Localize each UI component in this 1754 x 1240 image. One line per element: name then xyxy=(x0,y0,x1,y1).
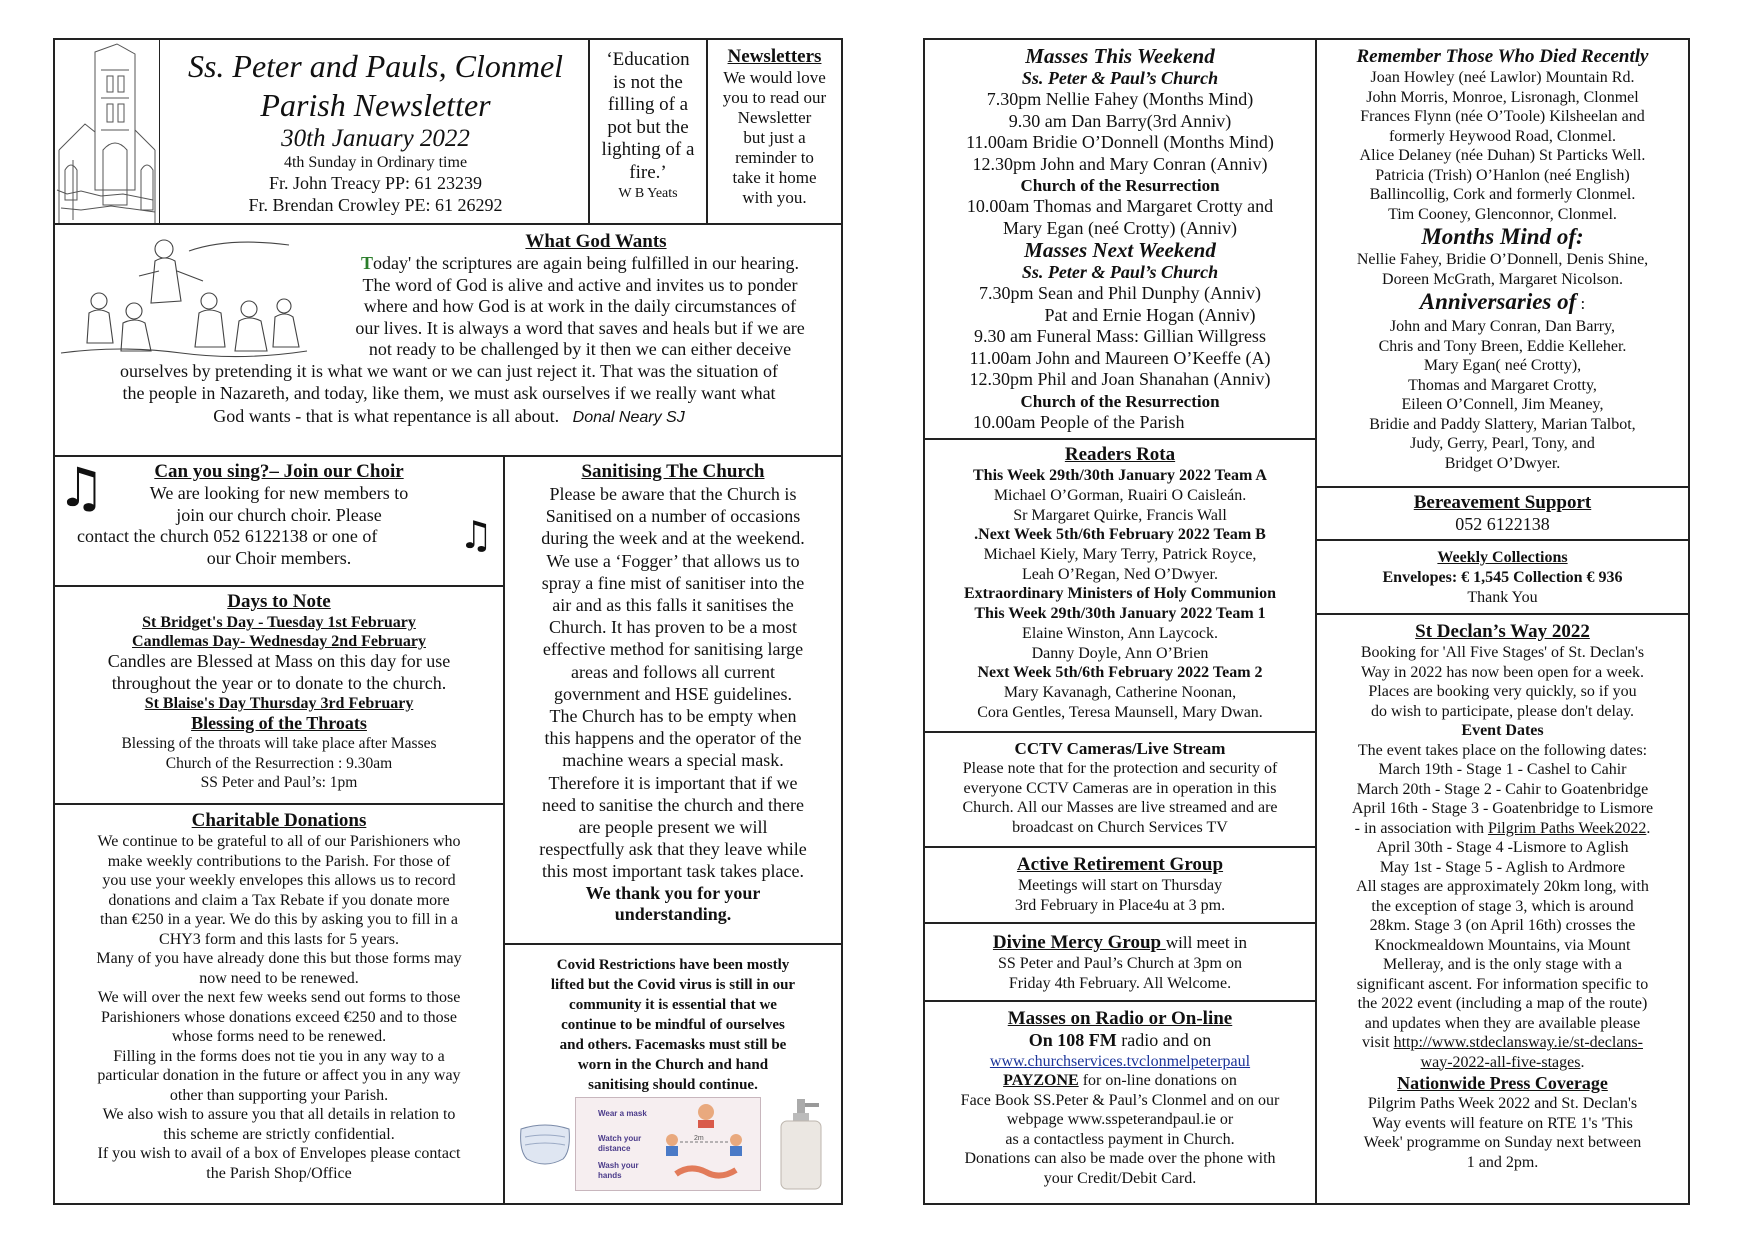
text-line: CHY3 form and this lasts for 5 years. xyxy=(159,930,399,948)
text-line: the Parish Shop/Office xyxy=(206,1164,352,1182)
divine-mercy-box xyxy=(923,922,1317,1002)
text-line: Joan Howley (neé Lawlor) Mountain Rd. xyxy=(1370,69,1635,86)
text-line: join our church choir. Please xyxy=(176,504,382,525)
poster-distance-value: 2m xyxy=(694,1135,704,1142)
mass-line: 7.30pm Nellie Fahey (Months Mind) xyxy=(986,89,1254,109)
text-line: Way events will feature on RTE 1's 'This xyxy=(1372,1114,1633,1132)
text-line: 28km. Stage 3 (on April 16th) crosses the xyxy=(1369,917,1636,934)
church-heading: Ss. Peter & Paul’s Church xyxy=(1021,68,1219,88)
text-line: will meet in xyxy=(1165,933,1248,952)
text-line: 3rd February in Place4u at 3 pm. xyxy=(1014,896,1226,914)
text-line: : xyxy=(1576,294,1586,313)
newsletter-date: 30th January 2022 xyxy=(281,125,470,152)
text-line: We would love xyxy=(723,68,826,87)
readers-rota xyxy=(923,438,1317,733)
text-line: Doreen McGrath, Margaret Nicolson. xyxy=(1382,270,1623,288)
text-line: for on-line donations on xyxy=(1078,1072,1237,1089)
quote-line: lighting of a xyxy=(601,139,695,160)
church-heading: Ss. Peter & Paul’s Church xyxy=(1021,262,1219,282)
mass-line: 9.30 am Funeral Mass: Gillian Willgress xyxy=(974,326,1266,346)
church-illustration xyxy=(55,40,159,225)
mass-line: 7.30pm Sean and Phil Dunphy (Anniv) xyxy=(979,283,1261,303)
text-line: We are looking for new members to xyxy=(149,483,409,503)
text-line: John and Mary Conran, Dan Barry, xyxy=(1389,318,1616,335)
text-line: government and HSE guidelines. xyxy=(554,683,792,704)
text-line: effective method for sanitising large xyxy=(542,639,804,660)
collections-heading: Weekly Collections xyxy=(1437,549,1568,566)
radio-box xyxy=(923,1000,1317,1205)
feast-day: Candlemas Day- Wednesday 2nd February xyxy=(132,633,426,650)
text-line: respectfully ask that they leave while xyxy=(539,839,807,860)
thanks-line: understanding. xyxy=(614,903,732,924)
newsletter-title: Parish Newsletter xyxy=(260,87,491,123)
bereavement-box xyxy=(1315,486,1690,541)
text-line: our lives. It is always a word that saves and heals but if we are xyxy=(355,317,805,338)
music-note-icon: ♫ xyxy=(459,513,494,557)
text-line: Booking for 'All Five Stages' of St. Declan's xyxy=(1360,644,1645,661)
poster-wash-hands: Wash your hands xyxy=(598,1161,639,1180)
text-line: our Choir members. xyxy=(206,547,352,568)
mass-line: 11.00am Bridie O’Donnell (Months Mind) xyxy=(966,132,1274,152)
text-line: donations and claim a Tax Rebate if you donate more xyxy=(108,891,450,909)
masses-next-weekend-heading: Masses Next Weekend xyxy=(1024,238,1216,262)
text-line: this scheme are strictly confidential. xyxy=(163,1125,395,1143)
text-line: throughout the year or to donate to the church. xyxy=(111,672,447,693)
feast-subheading: Blessing of the Throats xyxy=(191,713,367,733)
readers-heading: Readers Rota xyxy=(1064,444,1176,465)
cctv-heading: CCTV Cameras/Live Stream xyxy=(1014,739,1226,758)
text-line: other than supporting your Parish. xyxy=(169,1086,389,1104)
poster-watch-distance: Watch your distance xyxy=(598,1134,642,1153)
text-line: Newsletter xyxy=(737,108,812,127)
text-line: Bridget O’Dwyer. xyxy=(1444,454,1561,472)
jesus-teaching-illustration xyxy=(59,231,309,361)
text-line: Ballincollig, Cork and formerly Clonmel. xyxy=(1369,186,1636,203)
radio-heading: Masses on Radio or On-line xyxy=(1007,1008,1233,1029)
text-line: Melleray, and is the only stage with a xyxy=(1383,956,1622,973)
mass-line: 11.00am John and Maureen O’Keeffe (A) xyxy=(969,347,1271,368)
dropcap: T xyxy=(360,253,373,273)
text-line: Friday 4th February. All Welcome. xyxy=(1008,974,1232,992)
text-line: The event takes place on the following dates: xyxy=(1357,741,1648,759)
pilgrim-paths-link[interactable]: Pilgrim Paths Week2022 xyxy=(1487,819,1647,837)
church-services-link[interactable]: www.churchservices.tvclonmelpeterpaul xyxy=(989,1052,1251,1070)
text-line: continue to be mindful of ourselves xyxy=(561,1017,785,1033)
covid-box xyxy=(503,943,843,1205)
text-line: machine wears a special mask. xyxy=(562,750,784,771)
newsletters-heading: Newsletters xyxy=(727,46,822,67)
text-line: Chris and Tony Breen, Eddie Kelleher. xyxy=(1378,337,1627,355)
text-line: webpage www.sspeterandpaul.ie or xyxy=(1006,1111,1234,1128)
mass-line: Pat and Ernie Hogan (Anniv) xyxy=(1044,304,1256,325)
text-line: broadcast on Church Services TV xyxy=(1012,818,1228,836)
text-line: Face Book SS.Peter & Paul’s Clonmel and on our xyxy=(960,1091,1280,1109)
text-line: We use a ‘Fogger’ that allows us to xyxy=(546,550,800,571)
text-line: the 2022 event (including a map of the route) xyxy=(1357,995,1648,1012)
text-line: as a contactless payment in Church. xyxy=(1005,1130,1235,1148)
priest-pe: Fr. Brendan Crowley PE: 61 26292 xyxy=(248,195,503,215)
text-line: SS Peter and Paul’s Church at 3pm on xyxy=(998,955,1242,972)
text-line: - in association with xyxy=(1354,819,1488,837)
bereave-phone: 052 6122138 xyxy=(1455,514,1550,534)
text-line: Please be aware that the Church is xyxy=(549,484,797,504)
text-line: make weekly contributions to the Parish. For those of xyxy=(107,852,451,870)
text-line: sanitising should continue. xyxy=(588,1077,758,1093)
text-line: Church. It has proven to be a most xyxy=(549,617,797,638)
rota-line: Elaine Winston, Ann Laycock. xyxy=(1022,625,1218,642)
mass-line: 10.00am People of the Parish xyxy=(973,411,1185,432)
remember-heading: Remember Those Who Died Recently xyxy=(1356,46,1649,67)
god-author: Donal Neary SJ xyxy=(572,409,685,426)
text-line: March 20th - Stage 2 - Cahir to Goatenbridge xyxy=(1356,780,1649,798)
text-line: Donations can also be made over the phone with xyxy=(964,1150,1276,1167)
payzone-label: PAYZONE xyxy=(1003,1072,1079,1089)
text-line: but just a xyxy=(743,128,806,147)
church-heading: Church of the Resurrection xyxy=(1020,176,1220,195)
text-line: your Credit/Debit Card. xyxy=(1043,1169,1197,1187)
choir-heading: Can you sing?– Join our Choir xyxy=(154,461,404,482)
text-line: April 30th - Stage 4 -Lismore to Aglish xyxy=(1376,839,1629,856)
st-declans-link-cont[interactable]: way-2022-all-five-stages xyxy=(1420,1053,1581,1071)
text-line: this happens and the operator of the xyxy=(544,728,802,749)
collections-box xyxy=(1315,539,1690,615)
mercy-heading: Divine Mercy Group xyxy=(992,932,1166,953)
text-line: now need to be renewed. xyxy=(199,969,359,987)
text-line: Meetings will start on Thursday xyxy=(1017,877,1223,894)
rota-team: .Next Week 5th/6th February 2022 Team B xyxy=(974,526,1266,543)
radio-frequency: On 108 FM xyxy=(1028,1030,1117,1050)
st-declans-way-box: St Declan’s Way 2022 Booking for 'All Five Stages' of St. Declan's Way in 2022 has now been open for a week. Places are booking very quickly, so if you do wish to participate, please don't delay. Event Dates The event takes place on the following dates: March 19th - Stage 1 - Cashel to Cahir March 20th - Stage 2 - Cahir to Goatenbridge April 16th - Stage 3 - Goatenbridge to Lismore - in association with Pilgrim Paths Week2022. April 30th - Stage 4 -Lismore to Aglish May 1st - Stage 5 - Aglish to Ardmore All stages are approximately 20km long, with the exception of stage 3, which is around 28km. Stage 3 (on April 16th) crosses the Knockmealdown Mountains, via Mount Melleray, and is the only stage with a significant ascent. For information specific to the 2022 event (including a map of the route) and updates when they are available please visit http://www.stdeclansway.ie/st-declans- way-2022-all-five-stages. Nationwide Press Coverage Pilgrim Paths Week 2022 and St. Declan's Way events will feature on RTE 1's 'This Week' programme on Sunday next between 1 and 2pm. xyxy=(1315,613,1690,1205)
what-god-wants xyxy=(53,223,843,457)
rota-line: Cora Gentles, Teresa Maunsell, Mary Dwan. xyxy=(977,703,1263,721)
feast-day: St Bridget's Day - Tuesday 1st February xyxy=(142,614,416,631)
text-line: Candles are Blessed at Mass on this day for use xyxy=(107,651,451,671)
charity-heading: Charitable Donations xyxy=(191,810,367,831)
masses-this-weekend-heading: Masses This Weekend xyxy=(1025,44,1215,68)
text-line: April 16th - Stage 3 - Goatenbridge to Lismore xyxy=(1351,800,1654,817)
newsletters-box xyxy=(706,38,843,225)
text-line: spray a fine mist of sanitiser into the xyxy=(541,572,805,593)
months-mind-heading: Months Mind of: xyxy=(1421,224,1584,249)
covid-poster xyxy=(575,1097,761,1191)
rota-team: Next Week 5th/6th February 2022 Team 2 xyxy=(977,664,1263,681)
face-mask-icon xyxy=(515,1113,575,1173)
masses-box xyxy=(923,38,1317,440)
mass-line: 10.00am Thomas and Margaret Crotty and xyxy=(966,196,1274,216)
text-line: where and how God is at work in the daily circumstances of xyxy=(363,296,797,316)
text-line: take it home xyxy=(732,168,817,187)
text-line: Thomas and Margaret Crotty, xyxy=(1408,376,1597,394)
choir-box xyxy=(53,455,505,587)
text-line: visit xyxy=(1362,1034,1394,1051)
masthead xyxy=(53,38,590,225)
rota-team: This Week 29th/30th January 2022 Team 1 xyxy=(974,605,1266,622)
text-line: and others. Facemasks must still be xyxy=(559,1037,787,1053)
press-coverage-heading: Nationwide Press Coverage xyxy=(1397,1073,1608,1093)
text-line: Many of you have already done this but those forms may xyxy=(96,950,462,967)
sanitiser-bottle-icon xyxy=(771,1095,831,1191)
text-line: Bridie and Paddy Slattery, Marian Talbot, xyxy=(1369,415,1636,433)
text-line: John Morris, Monroe, Lisronagh, Clonmel xyxy=(1366,88,1639,106)
text-line: The Church has to be empty when xyxy=(549,706,797,727)
text-line: with you. xyxy=(742,188,807,207)
text-line: areas and follows all current xyxy=(571,661,775,682)
text-line: oday' the scriptures are again being fulfilled in our hearing. xyxy=(372,253,800,273)
text-line: Church. All our Masses are live streamed and are xyxy=(962,799,1278,816)
god-heading: What God Wants xyxy=(525,231,667,252)
text-line: Tim Cooney, Glenconnor, Clonmel. xyxy=(1388,205,1617,223)
sanitise-heading: Sanitising The Church xyxy=(581,461,765,482)
text-line: lifted but the Covid virus is still in our xyxy=(550,977,796,993)
st-declans-link[interactable]: http://www.stdeclansway.ie/st-declans- xyxy=(1393,1034,1643,1051)
retire-heading: Active Retirement Group xyxy=(1016,854,1224,875)
text-line: The word of God is alive and active and invites us to ponder xyxy=(362,274,798,295)
text-line: Therefore it is important that if we xyxy=(548,772,798,793)
text-line: Week' programme on Sunday next between xyxy=(1363,1134,1642,1151)
text-line: Way in 2022 has now been open for a week. xyxy=(1360,663,1645,681)
text-line: are people present we will xyxy=(578,817,768,838)
text-line: Filling in the forms does not tie you in any way to a xyxy=(113,1047,445,1065)
text-line: not ready to be challenged by it then we can either deceive xyxy=(368,339,792,359)
mass-line: 12.30pm Phil and Joan Shanahan (Anniv) xyxy=(969,369,1271,389)
text-line: March 19th - Stage 1 - Cashel to Cahir xyxy=(1378,761,1627,778)
retirement-box xyxy=(923,846,1317,924)
text-line: than €250 in a year. We do this by asking you to fill in a xyxy=(100,911,458,928)
feast-day: St Blaise's Day Thursday 3rd February xyxy=(144,695,414,712)
text-line: you to read our xyxy=(722,88,827,107)
text-line: Blessing of the throats will take place after Masses xyxy=(121,735,437,752)
rota-line: Sr Margaret Quirke, Francis Wall xyxy=(1013,506,1227,524)
bereave-heading: Bereavement Support xyxy=(1413,492,1592,513)
music-note-icon: ♫ xyxy=(57,456,106,519)
text-line: We also wish to assure you that all details in relation to xyxy=(102,1106,456,1123)
rota-subheading: Extraordinary Ministers of Holy Communion xyxy=(964,585,1276,602)
priest-pp: Fr. John Treacy PP: 61 23239 xyxy=(268,173,483,193)
rota-line: Leah O’Regan, Ned O’Dwyer. xyxy=(1022,565,1218,583)
text-line: Places are booking very quickly, so if you xyxy=(1368,683,1637,700)
mass-line: 12.30pm John and Mary Conran (Anniv) xyxy=(972,153,1268,174)
declan-heading: St Declan’s Way 2022 xyxy=(1415,621,1590,642)
text-line: during the week and at the weekend. xyxy=(541,528,805,549)
text-line: Church of the Resurrection : 9.30am xyxy=(165,754,393,772)
text-line: you use your weekly envelopes this allows us to record xyxy=(102,872,456,889)
text-line: reminder to xyxy=(735,148,814,167)
text-line: Mary Egan( neé Crotty), xyxy=(1423,357,1582,374)
text-line: the people in Nazareth, and today, like them, we must ask ourselves if we really want what xyxy=(122,382,776,403)
text-line: community it is essential that we xyxy=(569,997,777,1013)
text-line: contact the church 052 6122138 or one of xyxy=(77,526,378,546)
text-line: All stages are approximately 20km long, with xyxy=(1356,878,1649,895)
sunday-label: 4th Sunday in Ordinary time xyxy=(283,154,468,171)
anniversaries-heading: Anniversaries of xyxy=(1419,289,1577,314)
rota-line: Michael O’Gorman, Ruairi O Caisleán. xyxy=(993,487,1247,504)
text-line: Nellie Fahey, Bridie O’Donnell, Denis Shine, xyxy=(1356,251,1649,268)
quote-author: W B Yeats xyxy=(618,186,678,201)
rota-line: Mary Kavanagh, Catherine Noonan, xyxy=(1003,684,1237,701)
text-line: Sanitised on a number of occasions xyxy=(545,506,801,527)
text-line: SS Peter and Paul’s: 1pm xyxy=(200,774,358,791)
text-line: need to sanitise the church and there xyxy=(542,794,804,815)
collections-amounts: Envelopes: € 1,545 Collection € 936 xyxy=(1382,569,1623,586)
text-line: formerly Heywood Road, Clonmel. xyxy=(1388,127,1617,145)
text-line: the exception of stage 3, which is around xyxy=(1371,897,1634,915)
text-line: ourselves by pretending it is what we want or we can just reject it. That was the situation of xyxy=(119,361,778,381)
quote-line: filling of a xyxy=(607,94,689,115)
parish-title: Ss. Peter and Pauls, Clonmel xyxy=(187,48,564,84)
text-line: May 1st - Stage 5 - Aglish to Ardmore xyxy=(1379,858,1626,876)
text-line: Eileen O’Connell, Jim Meaney, xyxy=(1401,396,1604,413)
poster-figures xyxy=(576,1098,760,1190)
collections-thanks: Thank You xyxy=(1467,589,1538,606)
text-line: worn in the Church and hand xyxy=(577,1057,769,1073)
text-line: We will over the next few weeks send out forms to those xyxy=(97,989,461,1006)
text-line: 1 and 2pm. xyxy=(1466,1153,1539,1171)
sanitising-box xyxy=(503,455,843,945)
rota-line: Michael Kiely, Mary Terry, Patrick Royce, xyxy=(983,546,1257,563)
mass-line: 9.30 am Dan Barry(3rd Anniv) xyxy=(1008,110,1232,131)
text-line: God wants - that is what repentance is all about. xyxy=(213,406,560,426)
text-line: Covid Restrictions have been mostly xyxy=(556,957,790,973)
text-line: whose forms need to be renewed. xyxy=(171,1028,387,1045)
text-line: Frances Flynn (née O’Toole) Kilsheelan and xyxy=(1360,108,1645,125)
quote-line: pot but the xyxy=(607,116,689,138)
thanks-line: We thank you for your xyxy=(585,882,761,903)
text-line: Knockmealdown Mountains, via Mount xyxy=(1374,936,1631,954)
days-heading: Days to Note xyxy=(227,591,331,612)
remember-box xyxy=(1315,38,1690,488)
rota-team: This Week 29th/30th January 2022 Team A xyxy=(973,467,1267,484)
text-line: Pilgrim Paths Week 2022 and St. Declan's xyxy=(1367,1095,1638,1112)
text-line: Parishioners whose donations exceed €250 and to those xyxy=(101,1008,457,1026)
text-line: Alice Delaney (née Duhan) St Particks Well. xyxy=(1359,147,1646,164)
text-line: Please note that for the protection and security of xyxy=(962,760,1278,777)
quote-line: is not the xyxy=(613,71,683,93)
mass-line: Mary Egan (neé Crotty) (Anniv) xyxy=(1003,217,1237,238)
text-line: everyone CCTV Cameras are in operation in this xyxy=(963,779,1277,797)
quote-line: ‘Education xyxy=(606,49,690,70)
days-to-note xyxy=(53,585,505,805)
charitable-donations xyxy=(53,803,505,1205)
text-line: Patricia (Trish) O’Hanlon (neé English) xyxy=(1375,166,1630,184)
text-line: air and as this falls it sanitises the xyxy=(552,595,794,616)
church-heading: Church of the Resurrection xyxy=(1020,391,1220,411)
text-line: and updates when they are available please xyxy=(1364,1014,1641,1032)
poster-wear-mask: Wear a mask xyxy=(598,1109,647,1118)
quote-line: fire.’ xyxy=(629,161,667,183)
quote-box xyxy=(588,38,708,225)
text-line: this most important task takes place. xyxy=(542,861,804,882)
cctv-box xyxy=(923,731,1317,848)
text-line: If you wish to avail of a box of Envelopes please contact xyxy=(97,1145,461,1162)
text-line: particular donation in the future or affect you in any way xyxy=(97,1067,461,1084)
text-line: radio and on xyxy=(1116,1030,1212,1050)
rota-line: Danny Doyle, Ann O’Brien xyxy=(1031,644,1209,662)
text-line: significant ascent. For information specific to xyxy=(1356,975,1649,993)
text-line: We continue to be grateful to all of our Parishioners who xyxy=(97,833,461,850)
event-dates-heading: Event Dates xyxy=(1461,722,1544,739)
text-line: do wish to participate, please don't delay. xyxy=(1370,702,1635,720)
text-line: Judy, Gerry, Pearl, Tony, and xyxy=(1410,435,1595,452)
